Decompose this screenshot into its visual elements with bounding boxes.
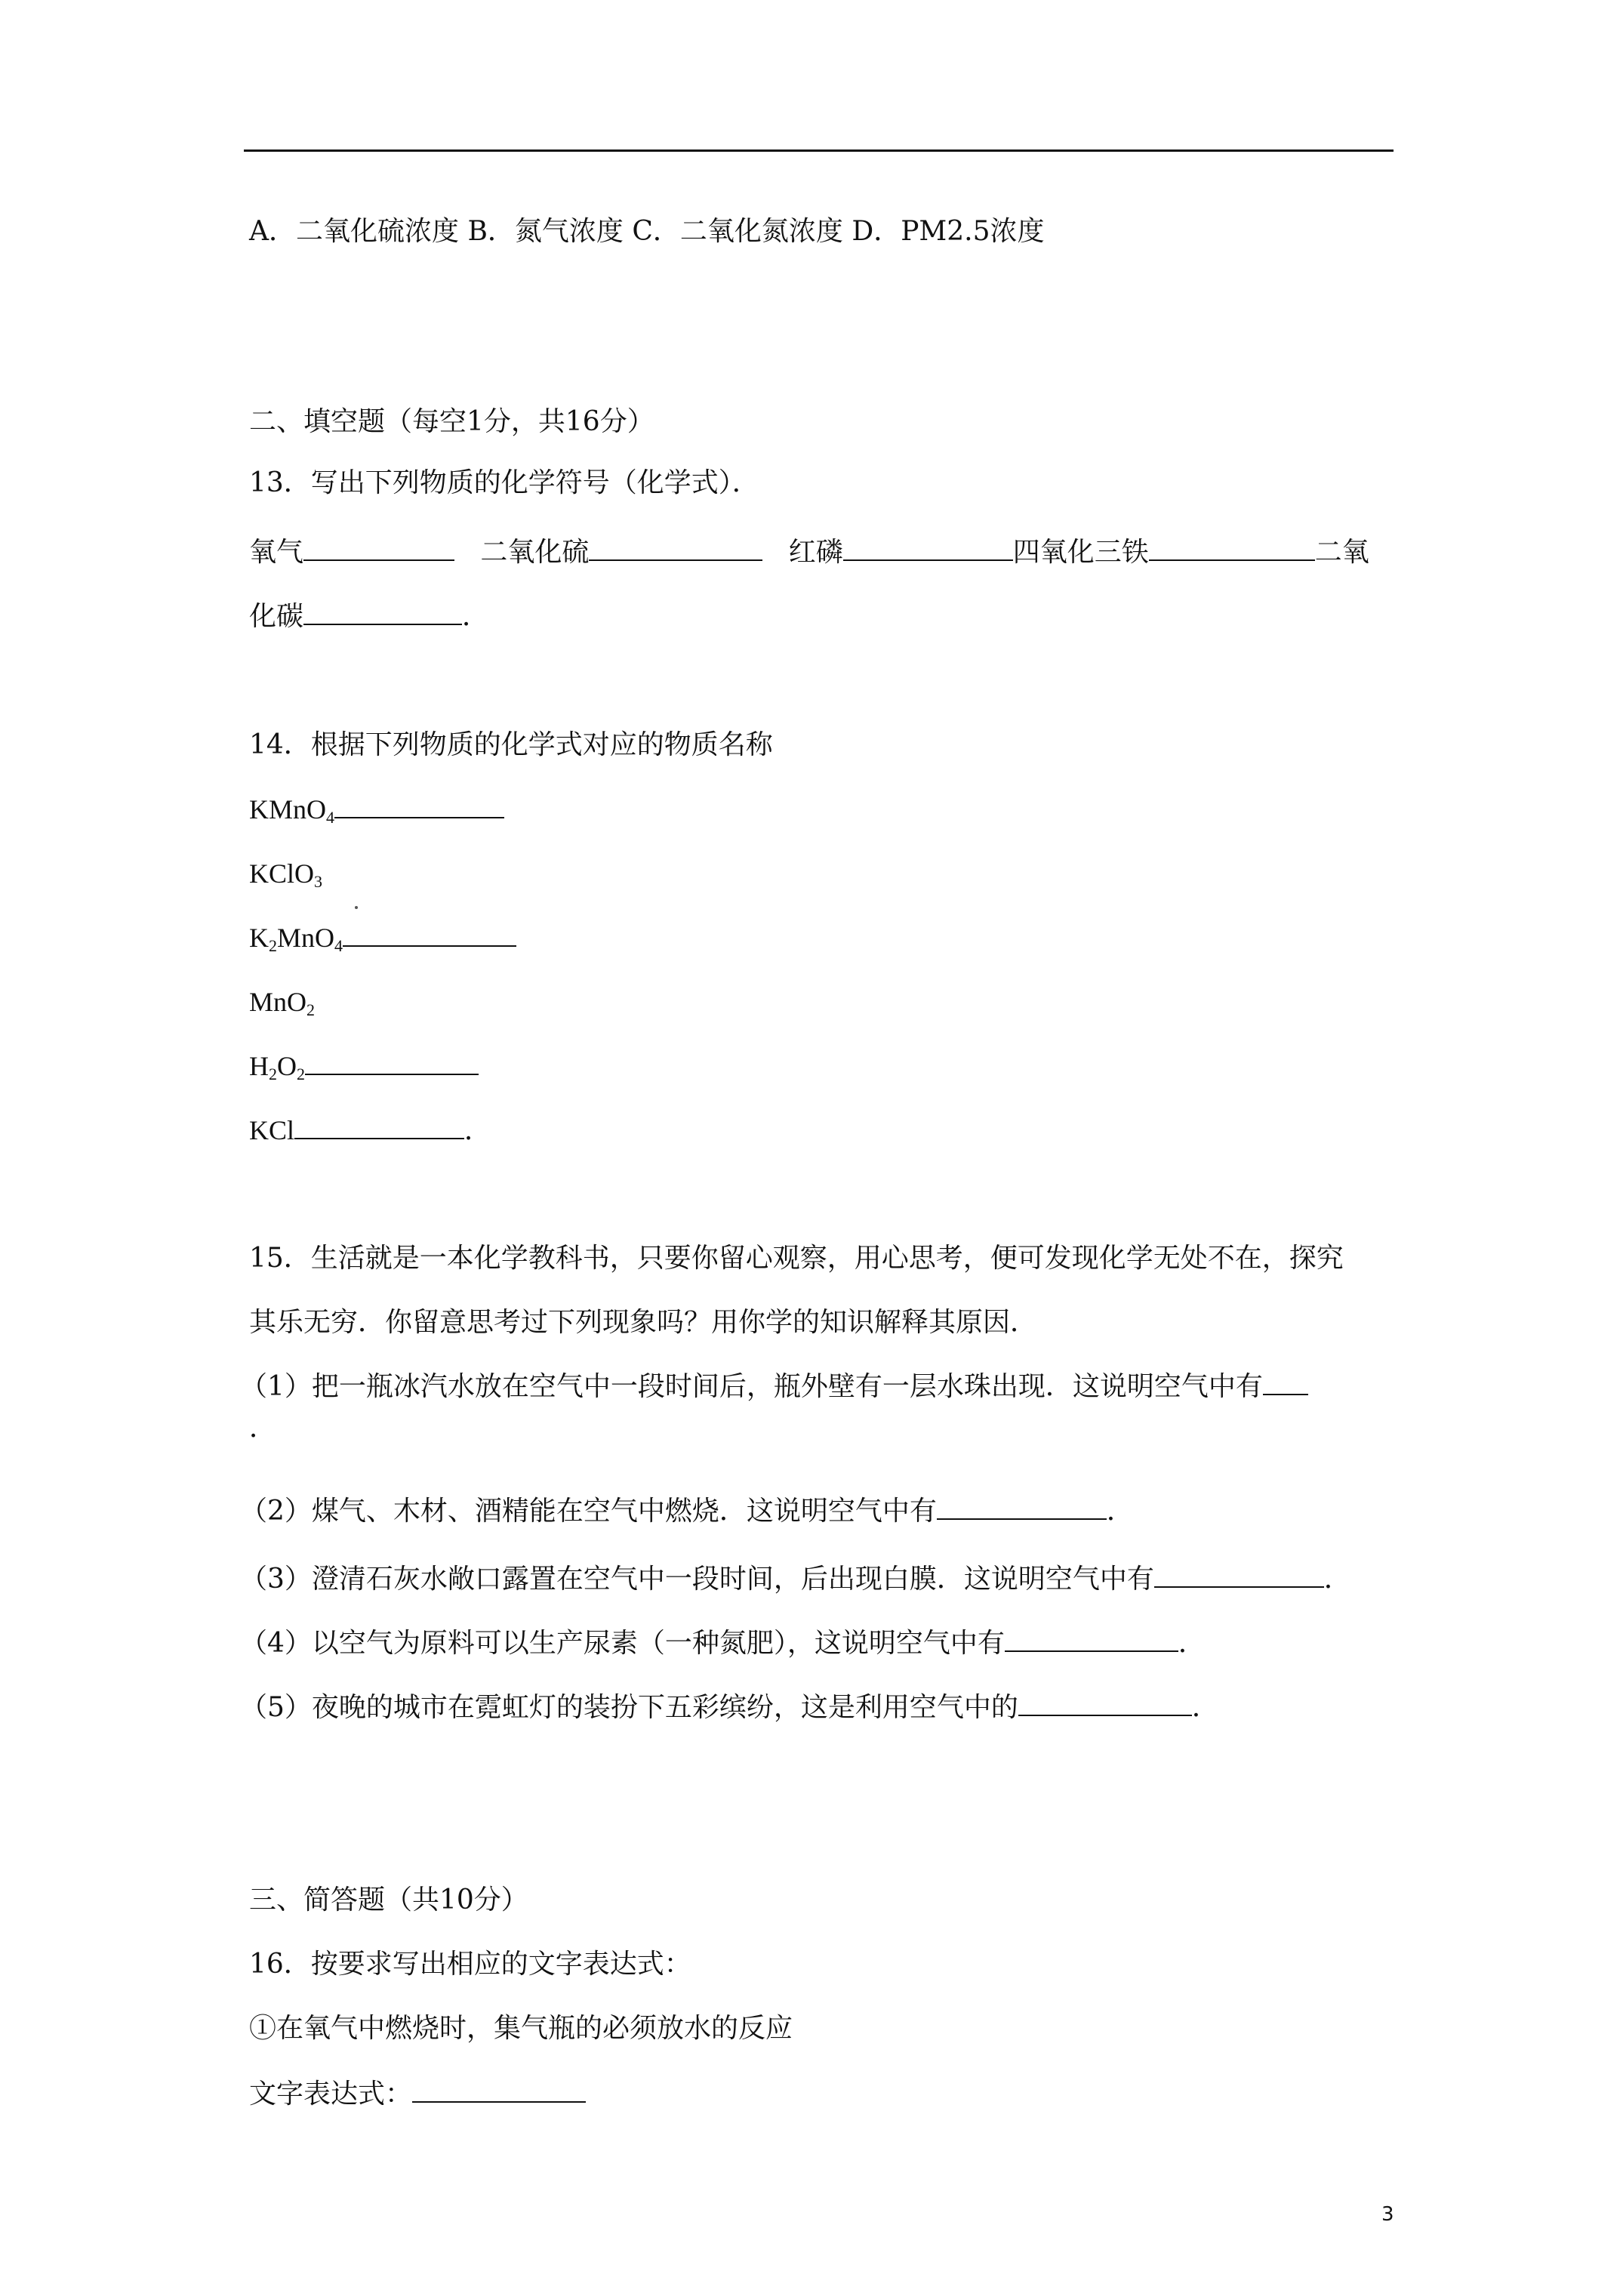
section-2-heading: 二、填空题（每空1分，共16分） [249, 406, 654, 437]
q13-item: 氧气 [249, 537, 304, 568]
q16-expression: 文字表达式： [249, 2078, 586, 2111]
formula-kmno4: KMnO$_4$ [249, 793, 504, 826]
q13-item: 二氧 [1314, 537, 1369, 568]
answer-blank[interactable] [937, 1496, 1107, 1520]
formula-kcl: KCl ． [249, 1115, 492, 1145]
q16-item1: ①在氧气中燃烧时，集气瓶的必须放水的反应 [249, 2013, 793, 2044]
answer-blank[interactable] [343, 923, 516, 947]
q15-sub1-end: ． [249, 1413, 277, 1444]
q15-sub3: （3）澄清石灰水敞口露置在空气中一段时间，后出现白膜．这说明空气中有 ． [240, 1564, 1351, 1595]
q14-prompt: 14．根据下列物质的化学式对应的物质名称 [249, 729, 773, 760]
q13-item: 化碳 [249, 601, 304, 632]
answer-blank[interactable] [305, 1051, 479, 1075]
q13-prompt: 13．写出下列物质的化学符号（化学式）． [249, 467, 759, 498]
q15-sub1: （1）把一瓶冰汽水放在空气中一段时间后，瓶外壁有一层水珠出现．这说明空气中有 [240, 1370, 1308, 1404]
q12-options: A．二氧化硫浓度 B．氮气浓度 C．二氧化氮浓度 D．PM2.5浓度 [249, 216, 1045, 247]
q15-sub5: （5）夜晚的城市在霓虹灯的装扮下五彩缤纷，这是利用空气中的 ． [240, 1692, 1219, 1723]
answer-blank[interactable] [1005, 1628, 1178, 1652]
q15-prompt-line1: 15．生活就是一本化学教科书，只要你留心观察，用心思考，便可发现化学无处不在，探究 [249, 1243, 1344, 1274]
page-number: 3 [1381, 2203, 1394, 2226]
q13-line2 [249, 600, 489, 633]
formula-mno2: MnO$_2$ [249, 987, 316, 1019]
q16-prompt: 16．按要求写出相应的文字表达式： [249, 1949, 691, 1980]
q15-sub2: （2）煤气、木材、酒精能在空气中燃烧．这说明空气中有 ． [240, 1496, 1134, 1527]
end-mark: ． [462, 601, 490, 632]
header-rule [244, 149, 1394, 152]
formula-k2mno4: $K_2MnO_4$ [249, 921, 516, 954]
q13-line1 [249, 536, 1369, 569]
answer-blank[interactable] [303, 601, 462, 625]
stray-dot [355, 906, 358, 909]
section-3-heading: 三、简答题（共10分） [249, 1885, 528, 1915]
answer-blank[interactable] [303, 537, 454, 561]
end-mark: ． [464, 1115, 492, 1145]
q15-prompt-line2: 其乐无穷．你留意思考过下列现象吗？用你学的知识解释其原因． [249, 1307, 1038, 1338]
answer-blank[interactable] [589, 537, 762, 561]
q13-item: 二氧化硫 [480, 537, 590, 568]
formula-h2o2: $H_2O_2$ [249, 1049, 479, 1083]
answer-blank[interactable] [843, 537, 1013, 561]
q13-item: 四氧化三铁 [1012, 537, 1149, 568]
answer-blank[interactable] [1149, 537, 1315, 561]
answer-blank[interactable] [412, 2079, 586, 2103]
answer-blank[interactable] [1018, 1692, 1192, 1716]
answer-blank[interactable] [334, 794, 504, 818]
answer-blank[interactable] [1263, 1371, 1308, 1395]
formula-kclo3: KClO$_3$ [249, 858, 323, 891]
q13-item: 红磷 [788, 537, 843, 568]
answer-blank[interactable] [1154, 1564, 1324, 1588]
q15-sub4: （4）以空气为原料可以生产尿素（一种氮肥），这说明空气中有 ． [240, 1628, 1206, 1659]
answer-blank[interactable] [294, 1115, 464, 1139]
